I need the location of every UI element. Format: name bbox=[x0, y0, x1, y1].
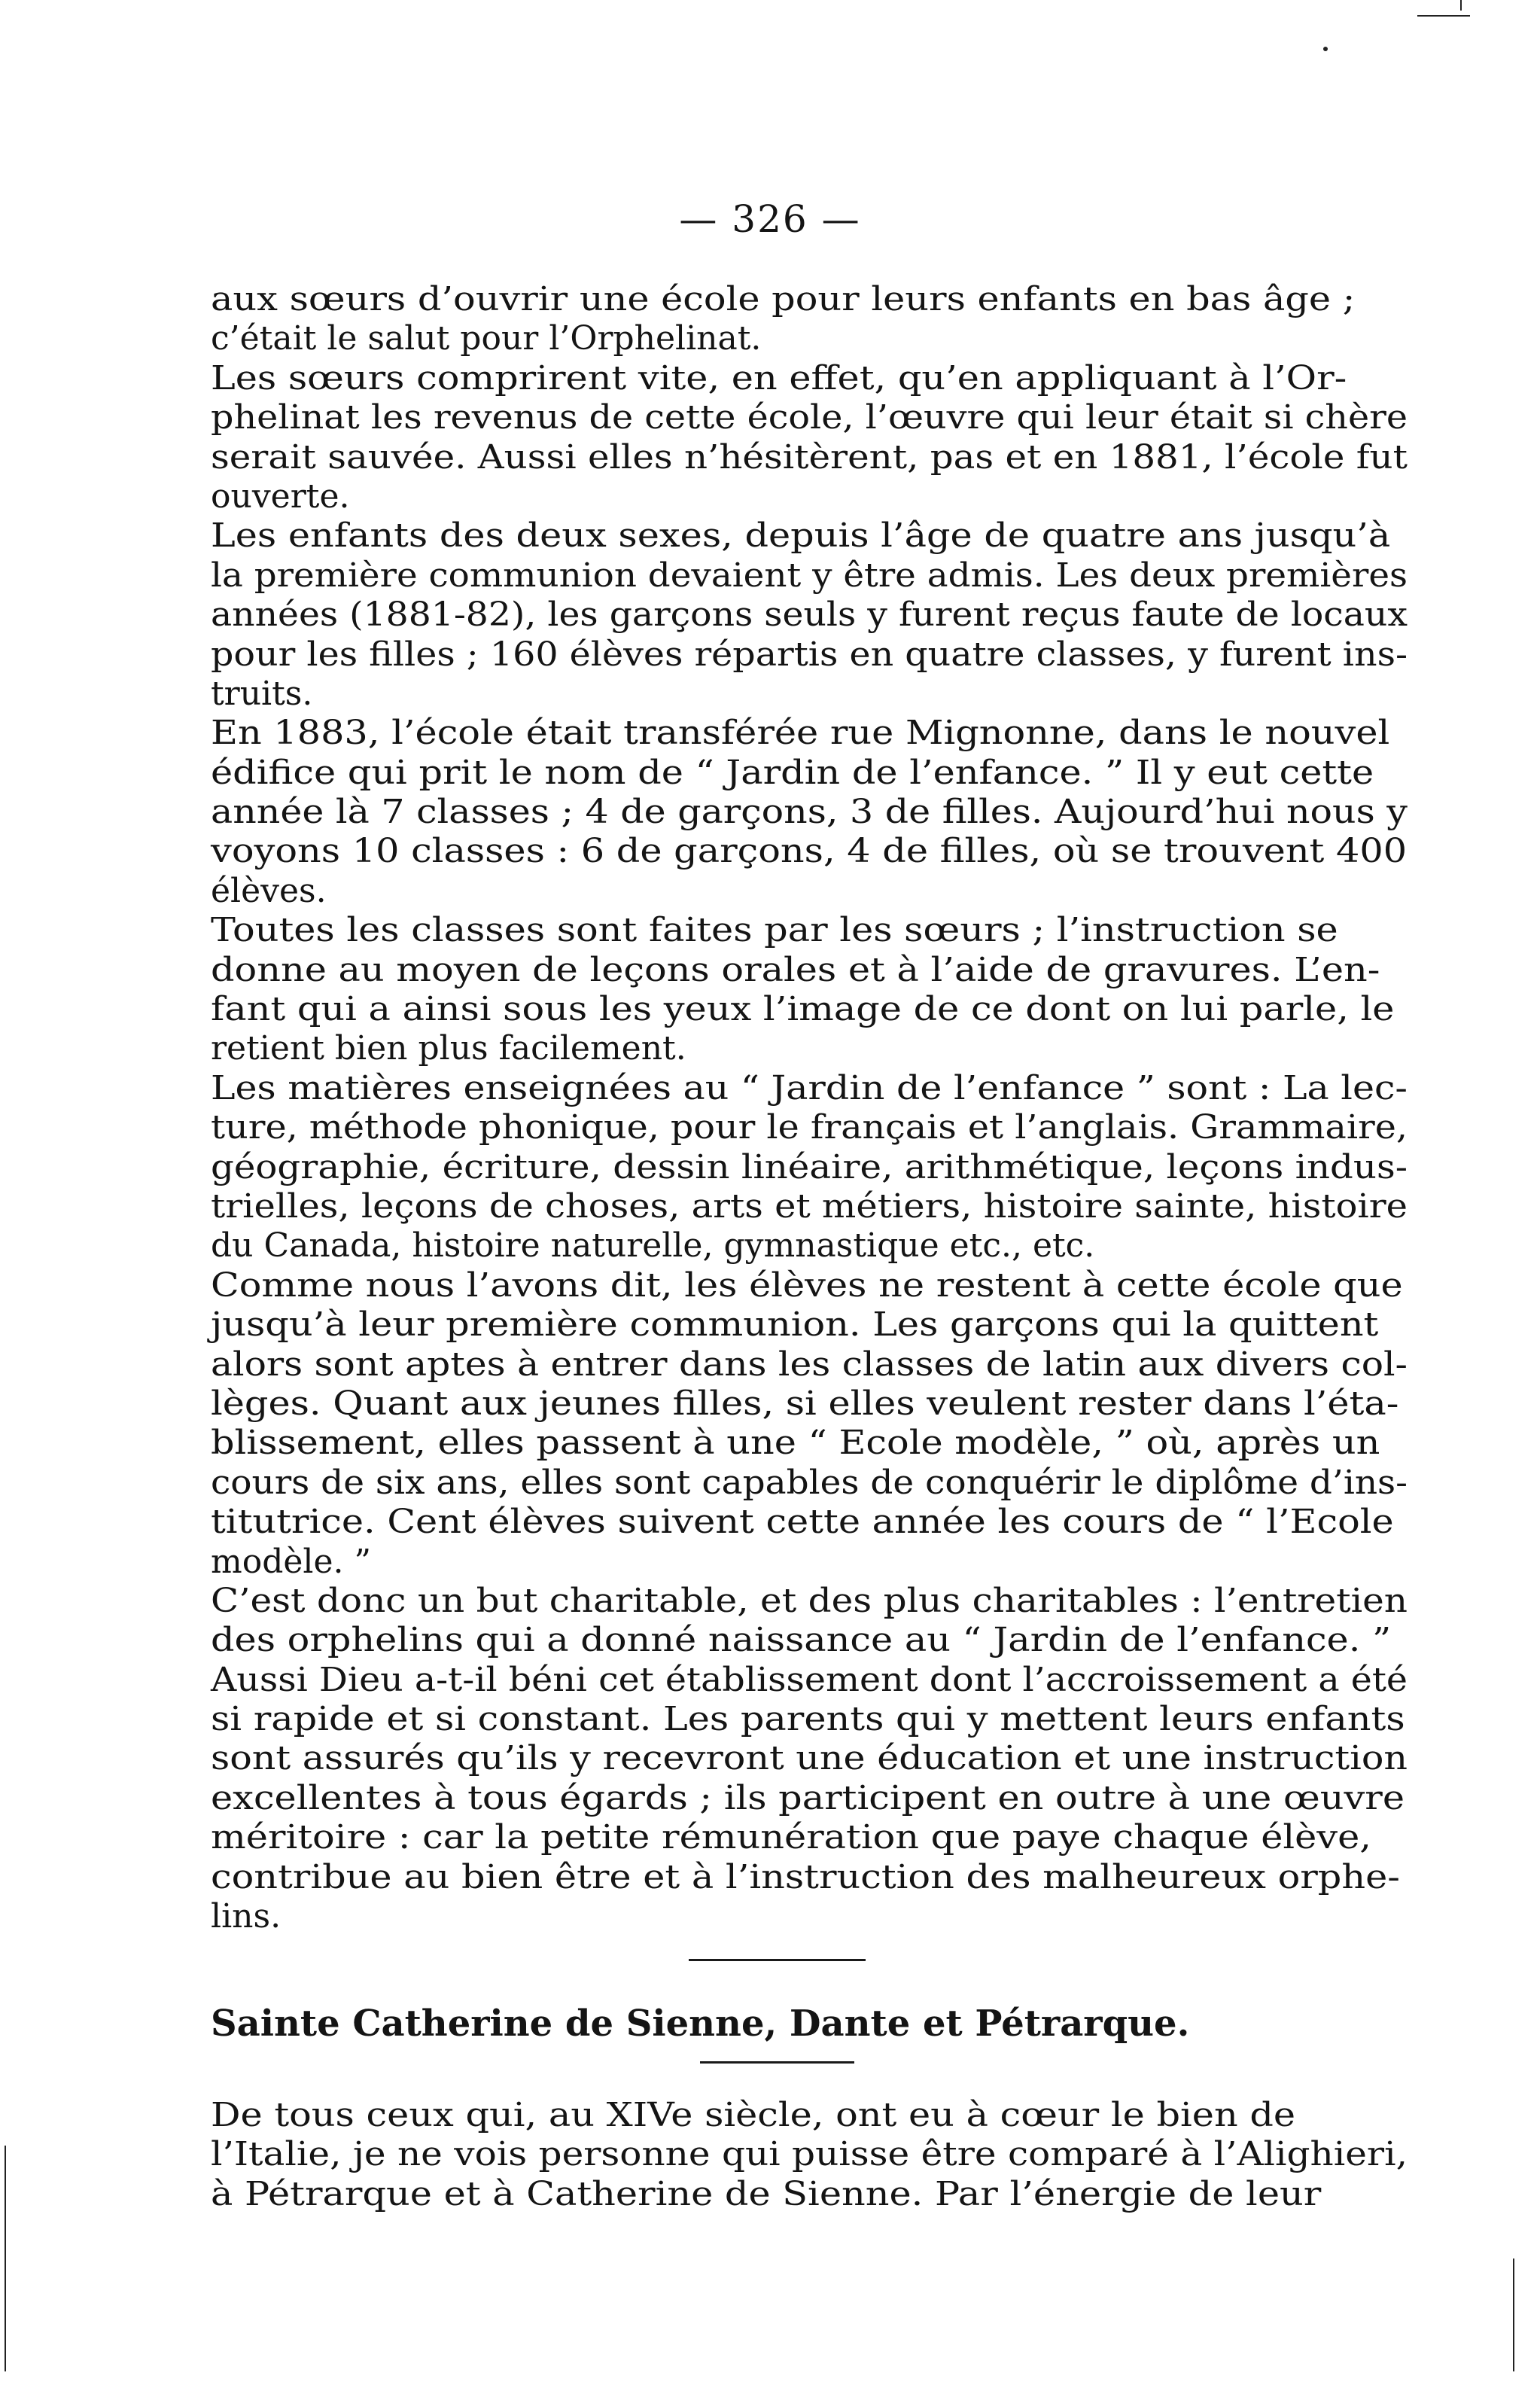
text-line-content: contribue au bien être et à l’instruction des malheureux orphe- bbox=[211, 1857, 1400, 1896]
text-line bbox=[211, 1621, 1408, 1660]
text-line bbox=[211, 359, 1408, 398]
text-line bbox=[211, 832, 1408, 871]
text-line bbox=[211, 1384, 1408, 1424]
scan-edge-mark bbox=[5, 2146, 6, 2371]
text-line-content: titutrice. Cent élèves suivent cette année les cours de “ l’Ecole bbox=[211, 1503, 1394, 1542]
text-line-content: Les sœurs comprirent vite, en effet, qu’en appliquant à l’Or- bbox=[211, 358, 1347, 397]
text-line-content: phelinat les revenus de cette école, l’œuvre qui leur était si chère bbox=[211, 398, 1408, 437]
text-line bbox=[211, 990, 1408, 1029]
section-text bbox=[211, 2096, 1408, 2214]
text-line-content: ouverte. bbox=[211, 477, 350, 516]
text-line-content: à Pétrarque et à Catherine de Sienne. Par l’énergie de leur bbox=[211, 2174, 1322, 2213]
text-line-content: sont assurés qu’ils y recevront une éducation et une instruction bbox=[211, 1739, 1408, 1778]
text-line-content: truits. bbox=[211, 674, 313, 713]
text-line bbox=[211, 872, 1408, 911]
section-heading-text: Sainte Catherine de Sienne, Dante et Pétrarque. bbox=[211, 2003, 1190, 2045]
section-heading bbox=[211, 2001, 1408, 2046]
text-line-content: Comme nous l’avons dit, les élèves ne restent à cette école que bbox=[211, 1266, 1403, 1305]
text-line-content: aux sœurs d’ouvrir une école pour leurs enfants en bas âge ; bbox=[211, 280, 1356, 318]
text-line-content: alors sont aptes à entrer dans les classes de latin aux divers col- bbox=[211, 1345, 1408, 1384]
text-line-content: Les enfants des deux sexes, depuis l’âge de quatre ans jusqu’à bbox=[211, 516, 1391, 556]
text-line bbox=[211, 1108, 1408, 1147]
text-line bbox=[211, 1582, 1408, 1621]
text-line-content: jusqu’à leur première communion. Les garçons qui la quittent bbox=[211, 1305, 1379, 1345]
text-line bbox=[211, 1305, 1408, 1345]
text-line bbox=[211, 595, 1408, 635]
text-line bbox=[211, 1543, 1408, 1582]
text-line bbox=[211, 2175, 1408, 2214]
text-line-content: C’est donc un but charitable, et des plus charitables : l’entretien bbox=[211, 1581, 1408, 1620]
text-line bbox=[211, 1779, 1408, 1818]
text-line bbox=[211, 754, 1408, 793]
text-line bbox=[211, 2135, 1408, 2174]
text-line-content: Aussi Dieu a-t-il béni cet établissement dont l’accroissement a été bbox=[211, 1660, 1408, 1699]
text-line-content: pour les filles ; 160 élèves répartis en quatre classes, y furent ins- bbox=[211, 635, 1408, 674]
page-number: — 326 — bbox=[679, 197, 861, 241]
scan-speck bbox=[1323, 47, 1328, 51]
scan-speck bbox=[1460, 0, 1462, 11]
text-line-content: Toutes les classes sont faites par les sœurs ; l’instruction se bbox=[211, 911, 1338, 950]
text-line-content: fant qui a ainsi sous les yeux l’image de ce dont on lui parle, le bbox=[211, 990, 1395, 1029]
text-line bbox=[211, 1818, 1408, 1857]
text-line-content: blissement, elles passent à une “ Ecole modèle, ” où, après un bbox=[211, 1424, 1380, 1463]
text-line-content: modèle. ” bbox=[211, 1542, 371, 1581]
text-line bbox=[211, 793, 1408, 832]
heading-underline bbox=[700, 2061, 854, 2064]
text-line-content: En 1883, l’école était transférée rue Mignonne, dans le nouvel bbox=[211, 714, 1390, 753]
text-line bbox=[211, 1661, 1408, 1700]
section-divider bbox=[689, 1959, 866, 1961]
text-line-content: édifice qui prit le nom de “ Jardin de l’enfance. ” Il y eut cette bbox=[211, 753, 1374, 792]
text-line bbox=[211, 1069, 1408, 1108]
text-line-content: des orphelins qui a donné naissance au “ Jardin de l’enfance. ” bbox=[211, 1621, 1392, 1660]
text-line bbox=[211, 1739, 1408, 1778]
text-line-content: Les matières enseignées au “ Jardin de l’enfance ” sont : La lec- bbox=[211, 1068, 1408, 1107]
text-line-content: lins. bbox=[211, 1897, 282, 1936]
text-line-content: élèves. bbox=[211, 871, 327, 910]
text-line-content: serait sauvée. Aussi elles n’hésitèrent, pas et en 1881, l’école fut bbox=[211, 437, 1408, 477]
text-line bbox=[211, 398, 1408, 437]
text-line bbox=[211, 1029, 1408, 1068]
text-line-content: retient bien plus facilement. bbox=[211, 1029, 686, 1068]
text-line bbox=[211, 1503, 1408, 1542]
text-line-content: ture, méthode phonique, pour le français et l’anglais. Grammaire, bbox=[211, 1108, 1408, 1147]
text-line bbox=[211, 319, 1408, 358]
text-line-content: lèges. Quant aux jeunes filles, si elles veulent rester dans l’éta- bbox=[211, 1384, 1399, 1423]
text-line-content: excellentes à tous égards ; ils participent en outre à une œuvre bbox=[211, 1778, 1405, 1817]
text-line bbox=[211, 714, 1408, 753]
text-line bbox=[211, 635, 1408, 675]
text-line-content: si rapide et si constant. Les parents qui y mettent leurs enfants bbox=[211, 1700, 1405, 1739]
text-line-content: la première communion devaient y être admis. Les deux premières bbox=[211, 556, 1408, 595]
text-line-content: année là 7 classes ; 4 de garçons, 3 de filles. Aujourd’hui nous y bbox=[211, 793, 1408, 832]
text-line bbox=[211, 1345, 1408, 1384]
text-line-content: méritoire : car la petite rémunération que paye chaque élève, bbox=[211, 1818, 1371, 1857]
text-line bbox=[211, 477, 1408, 516]
text-line-content: géographie, écriture, dessin linéaire, arithmétique, leçons indus- bbox=[211, 1147, 1408, 1186]
text-line-content: donne au moyen de leçons orales et à l’aide de gravures. L’en- bbox=[211, 950, 1380, 989]
scan-speck bbox=[1417, 15, 1470, 17]
text-line bbox=[211, 556, 1408, 595]
text-line-content: trielles, leçons de choses, arts et métiers, histoire sainte, histoire bbox=[211, 1186, 1408, 1226]
text-line bbox=[211, 2096, 1408, 2135]
text-line-content: c’était le salut pour l’Orphelinat. bbox=[211, 319, 762, 358]
text-line bbox=[211, 675, 1408, 714]
text-line bbox=[211, 516, 1408, 556]
text-line bbox=[211, 1226, 1408, 1266]
text-line bbox=[211, 1858, 1408, 1897]
text-line-content: cours de six ans, elles sont capables de conquérir le diplôme d’ins- bbox=[211, 1463, 1408, 1502]
text-line bbox=[211, 911, 1408, 950]
text-line bbox=[211, 280, 1408, 319]
text-line bbox=[211, 1148, 1408, 1187]
text-line bbox=[211, 951, 1408, 990]
text-line-content: l’Italie, je ne vois personne qui puisse être comparé à l’Alighieri, bbox=[211, 2135, 1408, 2174]
text-line bbox=[211, 1187, 1408, 1226]
text-line bbox=[211, 1266, 1408, 1305]
scan-edge-mark bbox=[1513, 2259, 1514, 2371]
text-line bbox=[211, 438, 1408, 477]
body-text bbox=[211, 280, 1408, 1936]
text-line bbox=[211, 1700, 1408, 1739]
text-line bbox=[211, 1464, 1408, 1503]
text-line-content: De tous ceux qui, au XIVe siècle, ont eu à cœur le bien de bbox=[211, 2096, 1296, 2134]
text-line bbox=[211, 1897, 1408, 1936]
text-line bbox=[211, 1424, 1408, 1463]
text-line-content: du Canada, histoire naturelle, gymnastique etc., etc. bbox=[211, 1226, 1095, 1266]
text-line-content: voyons 10 classes : 6 de garçons, 4 de filles, où se trouvent 400 bbox=[211, 832, 1408, 871]
text-line-content: années (1881-82), les garçons seuls y furent reçus faute de locaux bbox=[211, 595, 1408, 635]
